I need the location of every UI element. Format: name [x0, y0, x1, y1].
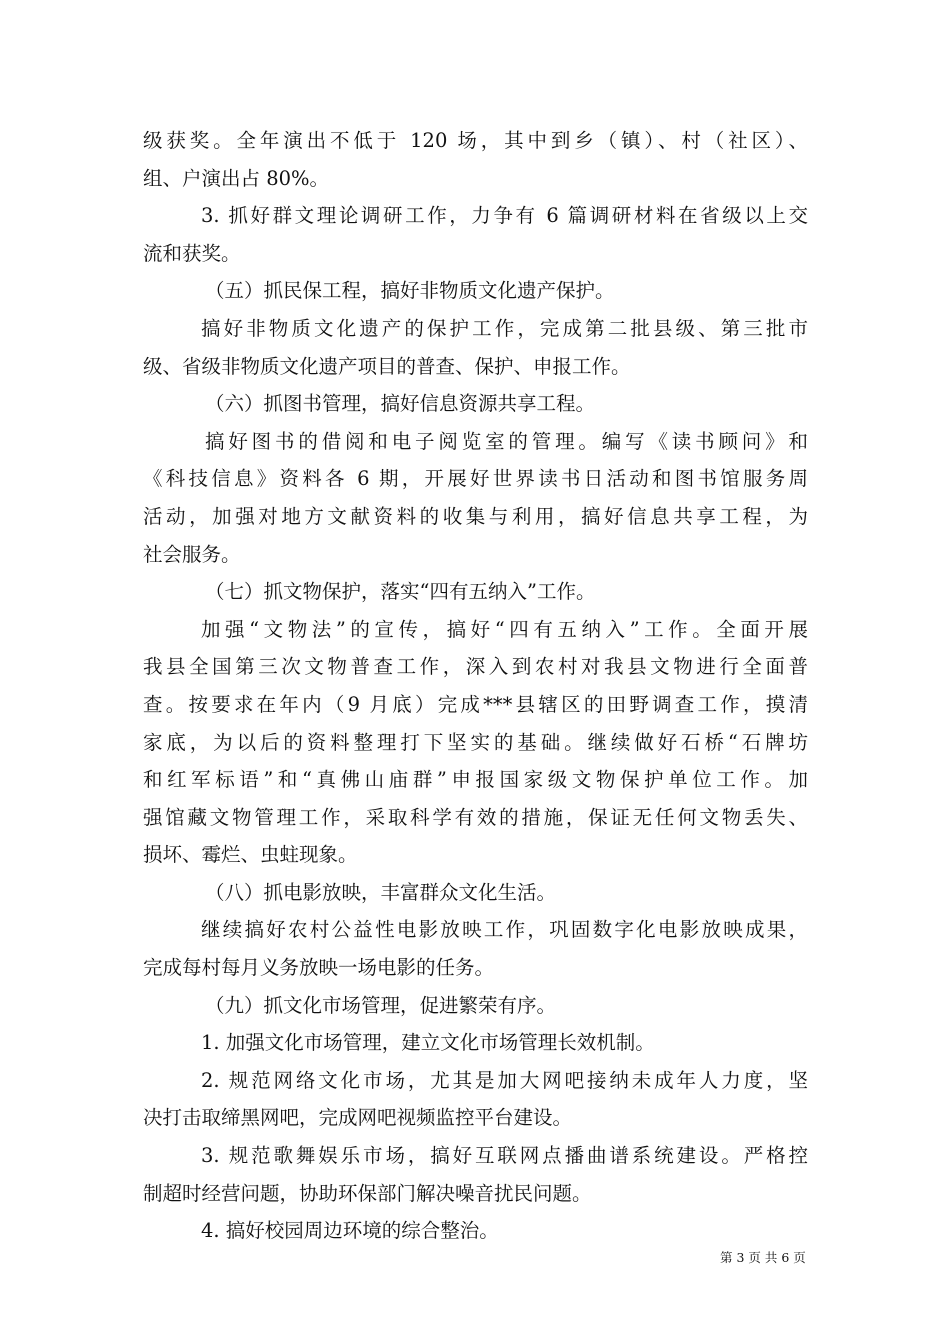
text-line: 搞好非物质文化遗产的保护工作，完成第二批县级、第三批市 — [201, 316, 808, 340]
text-line: 活动，加强对地方文献资料的收集与利用，搞好信息共享工程，为 — [143, 504, 808, 528]
text-line: 继续搞好农村公益性电影放映工作，巩固数字化电影放映成果， — [201, 918, 808, 942]
section-heading: （八）抓电影放映，丰富群众文化生活。 — [205, 880, 557, 904]
text-line: 1. 加强文化市场管理，建立文化市场管理长效机制。 — [201, 1031, 655, 1055]
text-line: 社会服务。 — [143, 542, 241, 566]
text-line: 4. 搞好校园周边环境的综合整治。 — [201, 1219, 499, 1243]
section-heading: （七）抓文物保护，落实“四有五纳入”工作。 — [205, 580, 596, 604]
text-line: 损坏、霉烂、虫蛀现象。 — [143, 843, 358, 867]
text-line: 家底，为以后的资料整理打下坚实的基础。继续做好石桥“石牌坊 — [143, 730, 808, 754]
text-line: 查。按要求在年内（9 月底）完成***县辖区的田野调查工作，摸清 — [143, 692, 808, 716]
text-line: 制超时经营问题，协助环保部门解决噪音扰民问题。 — [143, 1181, 592, 1205]
text-line: 决打击取缔黑网吧，完成网吧视频监控平台建设。 — [143, 1106, 573, 1130]
text-line: 强馆藏文物管理工作，采取科学有效的措施，保证无任何文物丢失、 — [143, 805, 808, 829]
text-line: 级获奖。全年演出不低于 120 场，其中到乡（镇）、村（社区）、 — [143, 129, 808, 152]
text-line: 3. 抓好群文理论调研工作，力争有 6 篇调研材料在省级以上交 — [201, 204, 808, 228]
text-line: 和红军标语”和“真佛山庙群”申报国家级文物保护单位工作。加 — [143, 768, 808, 792]
text-line: 流和获奖。 — [143, 241, 241, 265]
text-line: 加强“文物法”的宣传，搞好“四有五纳入”工作。全面开展 — [201, 617, 808, 641]
page-number: 第 3 页 共 6 页 — [720, 1250, 806, 1265]
text-line: 组、户演出占 80%。 — [143, 166, 330, 190]
section-heading: （五）抓民保工程，搞好非物质文化遗产保护。 — [205, 279, 615, 303]
text-line: 3. 规范歌舞娱乐市场，搞好互联网点播曲谱系统建设。严格控 — [201, 1144, 808, 1168]
document-body — [143, 122, 808, 1250]
text-line: 级、省级非物质文化遗产项目的普查、保护、申报工作。 — [143, 354, 631, 378]
text-line: 2. 规范网络文化市场，尤其是加大网吧接纳未成年人力度，坚 — [201, 1068, 808, 1092]
text-line: 完成每村每月义务放映一场电影的任务。 — [143, 956, 495, 980]
text-line: 《科技信息》资料各 6 期，开展好世界读书日活动和图书馆服务周 — [143, 467, 808, 491]
section-heading: （九）抓文化市场管理，促进繁荣有序。 — [205, 993, 557, 1017]
text-line: 我县全国第三次文物普查工作，深入到农村对我县文物进行全面普 — [143, 655, 808, 679]
text-line: 搞好图书的借阅和电子阅览室的管理。编写《读书顾问》和 — [205, 429, 808, 453]
section-heading: （六）抓图书管理，搞好信息资源共享工程。 — [205, 392, 596, 416]
